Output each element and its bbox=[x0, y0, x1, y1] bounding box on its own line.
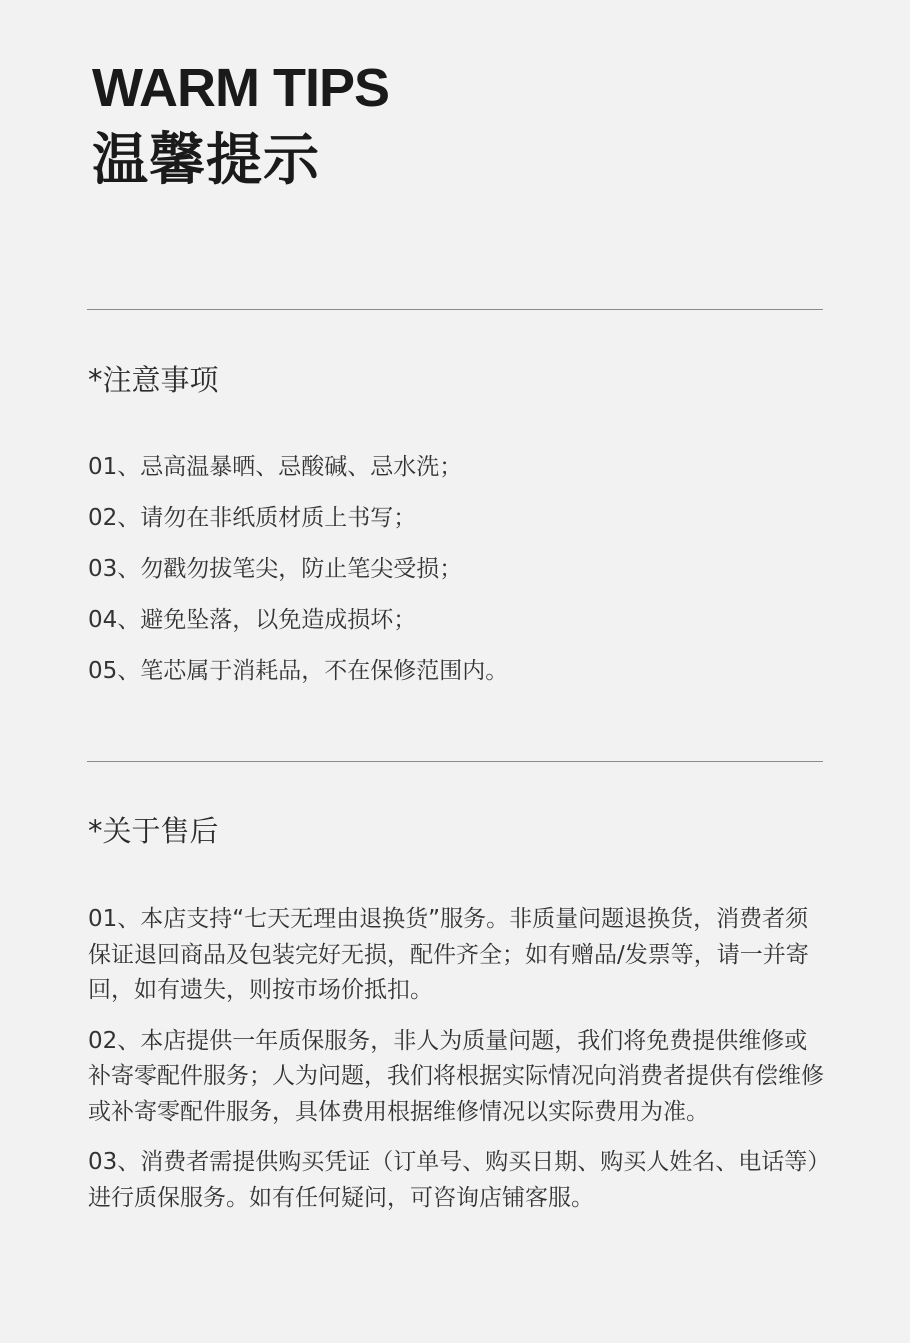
aftersale-item-1: 01、本店支持“七天无理由退换货”服务。非质量问题退换货，消费者须保证退回商品及包装完好无损，配件齐全；如有赠品/发票等，请一并寄回，如有遗失，则按市场价抵扣。 bbox=[88, 906, 809, 1003]
notice-item-1: 01、忌高温暴晒、忌酸碱、忌水洗； bbox=[88, 454, 463, 480]
aftersale-heading: *关于售后 bbox=[88, 814, 219, 848]
divider-middle bbox=[87, 761, 823, 762]
notice-item-5: 05、笔芯属于消耗品，不在保修范围内。 bbox=[88, 658, 509, 684]
divider-top bbox=[87, 309, 823, 310]
aftersale-list bbox=[88, 902, 828, 1231]
title-english: WARM TIPS bbox=[92, 58, 389, 118]
notice-item-2: 02、请勿在非纸质材质上书写； bbox=[88, 505, 417, 531]
notice-item-3: 03、勿戳勿拔笔尖，防止笔尖受损； bbox=[88, 556, 463, 582]
notice-list bbox=[88, 450, 508, 705]
aftersale-item-3: 03、消费者需提供购买凭证（订单号、购买日期、购买人姓名、电话等）进行质保服务。如有任何疑问，可咨询店铺客服。 bbox=[88, 1149, 819, 1211]
aftersale-item-2: 02、本店提供一年质保服务，非人为质量问题，我们将免费提供维修或补寄零配件服务；人为问题，我们将根据实际情况向消费者提供有偿维修或补寄零配件服务，具体费用根据维修情况以实际费用为准。 bbox=[88, 1027, 824, 1125]
notice-item-4: 04、避免坠落，以免造成损坏； bbox=[88, 607, 417, 633]
title-chinese: 温馨提示 bbox=[92, 128, 320, 193]
notice-heading: *注意事项 bbox=[88, 363, 219, 397]
